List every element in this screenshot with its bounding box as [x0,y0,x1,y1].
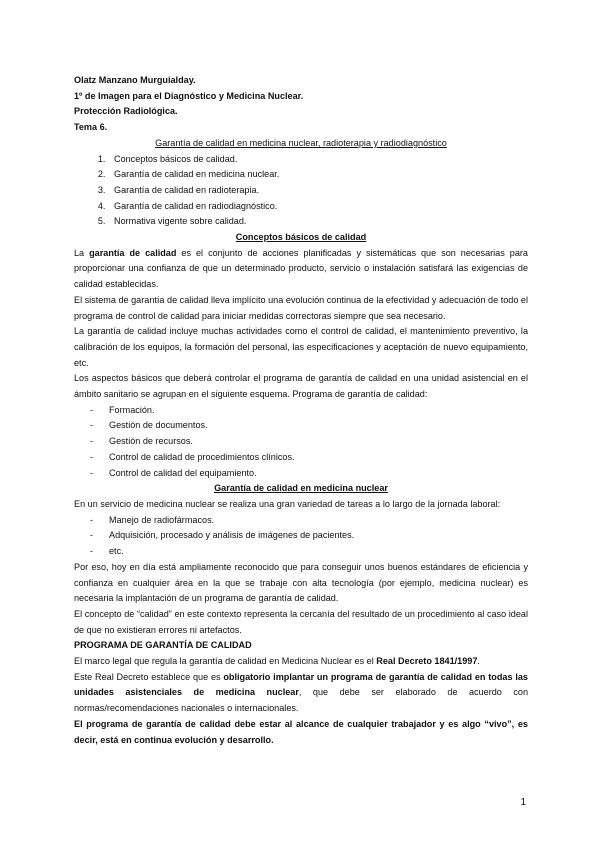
paragraph: La garantía de calidad incluye muchas actividades como el control de calidad, el mantenimiento preventivo, la calibración de los equipos, la formación del personal, las especificaciones y aceptación de nuevo equipamiento, etc. [74,326,528,368]
section-title-medicina-nuclear: Garantía de calidad en medicina nuclear [214,483,388,494]
list-item: - Formación. [90,403,528,419]
paragraph: El programa de garantía de calidad debe estar al alcance de cualquier trabajador y es algo “vivo”, es decir, está en continua evolución y desarrollo. [74,718,528,745]
list-item: - Adquisición, procesado y análisis de imágenes de pacientes. [90,528,528,544]
subject-line: Protección Radiológica. [74,106,178,117]
document-page [74,73,528,748]
section-title-conceptos: Conceptos básicos de calidad [235,232,367,243]
quality-program-list [74,403,528,482]
list-item: - Gestión de recursos. [90,434,528,450]
document-title: Garantía de calidad en medicina nuclear, radioterapia y radiodiagnóstico [155,137,447,148]
paragraph: El concepto de “calidad” en este contexto representa la cercanía del resultado de un procedimiento al caso ideal de que no existieran errores ni artefactos. [74,608,528,635]
tasks-list [74,513,528,560]
author-line: Olatz Manzano Murguialday. [74,75,196,85]
list-item: - Manejo de radiofármacos. [90,513,528,529]
toc-item: 1. Conceptos básicos de calidad. [108,152,528,168]
program-heading: PROGRAMA DE GARANTÍA DE CALIDAD [74,640,252,651]
list-item: - Control de calidad de procedimientos clínicos. [90,450,528,466]
paragraph: El sistema de garantía de calidad lleva implícito una evolución continua de la efectividad y adecuación de todo el programa de control de calidad para iniciar medidas correctoras siempre que sea necesario. [74,294,528,321]
paragraph: Los aspectos básicos que deberá controlar el programa de garantía de calidad en una unidad asistencial en el ámbito sanitario se agrupan en el siguiente esquema. Programa de garantía de calidad: [74,373,528,400]
toc-item: 4. Garantía de calidad en radiodiagnóstico. [108,199,528,215]
paragraph: Por eso, hoy en día está ampliamente reconocido que para conseguir unos buenos estándares de eficiencia y confianza en cualquier área en la que se trabaje con alta tecnología (por ejemplo, medicina nuclear) es necesaria la implantación de un programa de garantía de calidad. [74,561,528,604]
paragraph: La garantía de calidad es el conjunto de acciones planificadas y sistemáticas que son necesarias para proporcionar una confianza de que un determinado producto, servicio o instalación satisfará las exigencias de calidad establecidas. [74,247,528,290]
list-item: - Control de calidad del equipamiento. [90,466,528,482]
toc-item: 2. Garantía de calidad en medicina nuclear. [108,167,528,183]
paragraph: El marco legal que regula la garantía de calidad en Medicina Nuclear es el Real Decreto 1841/1997. [74,656,480,667]
page-number: 1 [520,797,526,808]
list-item: - Gestión de documentos. [90,418,528,434]
paragraph: En un servicio de medicina nuclear se realiza una gran variedad de tareas a lo largo de la jornada laboral: [74,498,501,509]
toc-item: 5. Normativa vigente sobre calidad. [108,214,528,230]
toc-item: 3. Garantía de calidad en radioterapia. [108,183,528,199]
course-line: 1º de Imagen para el Diagnóstico y Medicina Nuclear. [74,90,304,101]
paragraph: Este Real Decreto establece que es obligatorio implantar un programa de garantía de calidad en todas las unidades asistenciales de medicina nuclear, que debe ser elaborado de acuerdo con normas/recomendaciones nacionales o internacionales. [74,671,529,714]
topic-line: Tema 6. [74,122,108,133]
list-item: - etc. [90,544,528,560]
table-of-contents [74,152,528,231]
